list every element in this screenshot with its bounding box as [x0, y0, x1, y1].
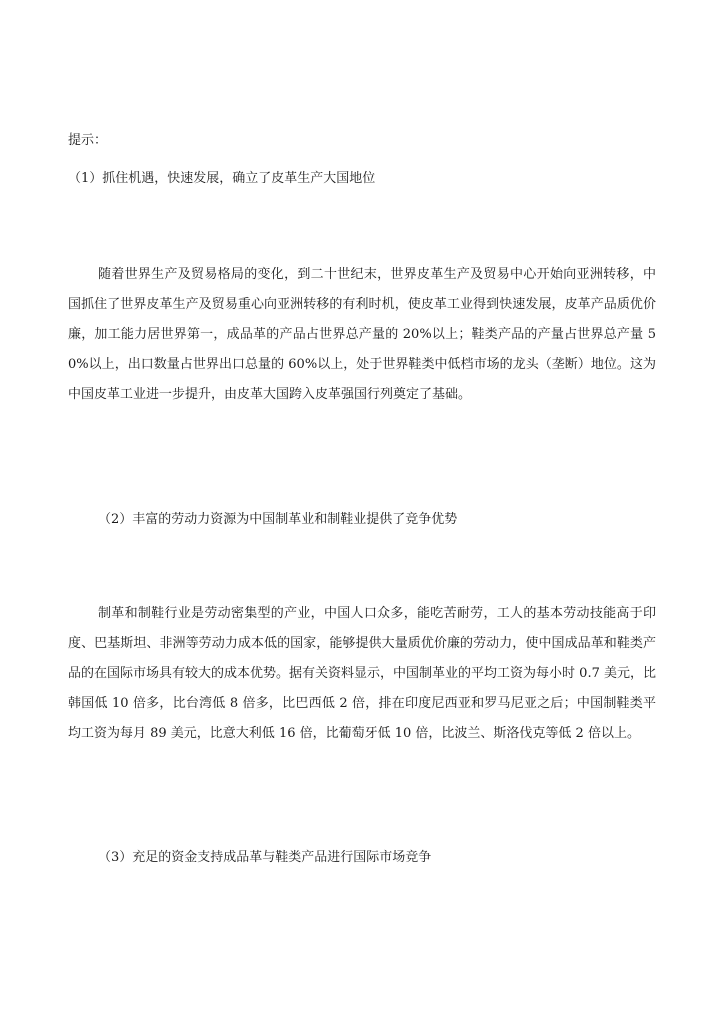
section-2-paragraph: 制革和制鞋行业是劳动密集型的产业，中国人口众多，能吃苦耐劳，工人的基本劳动技能高于印度、巴基斯坦、非洲等劳动力成本低的国家，能够提供大量质优价廉的劳动力，使中国成品革和鞋类产品的在国际市场具有较大的成本优势。据有关资料显示，中国制革业的平均工资为每小时 0.7 美元，比韩国低 10 倍多，比台湾低 8 倍多，比巴西低 2 倍，排在印度尼西亚和罗马尼亚之后；中国制鞋类平均工资为每月 89 美元，比意大利低 16 倍，比葡萄牙低 10 倍，比波兰、斯洛伐克等低 2 倍以上。 [68, 606, 656, 741]
section-2-heading: （2）丰富的劳动力资源为中国制革业和制鞋业提供了竞争优势 [98, 512, 458, 527]
hint-label: 提示： [68, 133, 108, 148]
section-3-heading: （3）充足的资金支持成品革与鞋类产品进行国际市场竞争 [98, 850, 432, 865]
section-1-heading: （1）抓住机遇，快速发展，确立了皮革生产大国地位 [68, 171, 376, 186]
section-1-paragraph: 随着世界生产及贸易格局的变化，到二十世纪末，世界皮革生产及贸易中心开始向亚洲转移，中国抓住了世界皮革生产及贸易重心向亚洲转移的有利时机，使皮革工业得到快速发展，皮革产品质优价廉，加工能力居世界第一，成品革的产品占世界总产量的 20%以上；鞋类产品的产量占世界总产量 50%以上，出口数量占世界出口总量的 60%以上，处于世界鞋类中低档市场的龙头（垄断）地位。这为中国皮革工业进一步提升，由皮革大国跨入皮革强国行列奠定了基础。 [68, 267, 656, 402]
